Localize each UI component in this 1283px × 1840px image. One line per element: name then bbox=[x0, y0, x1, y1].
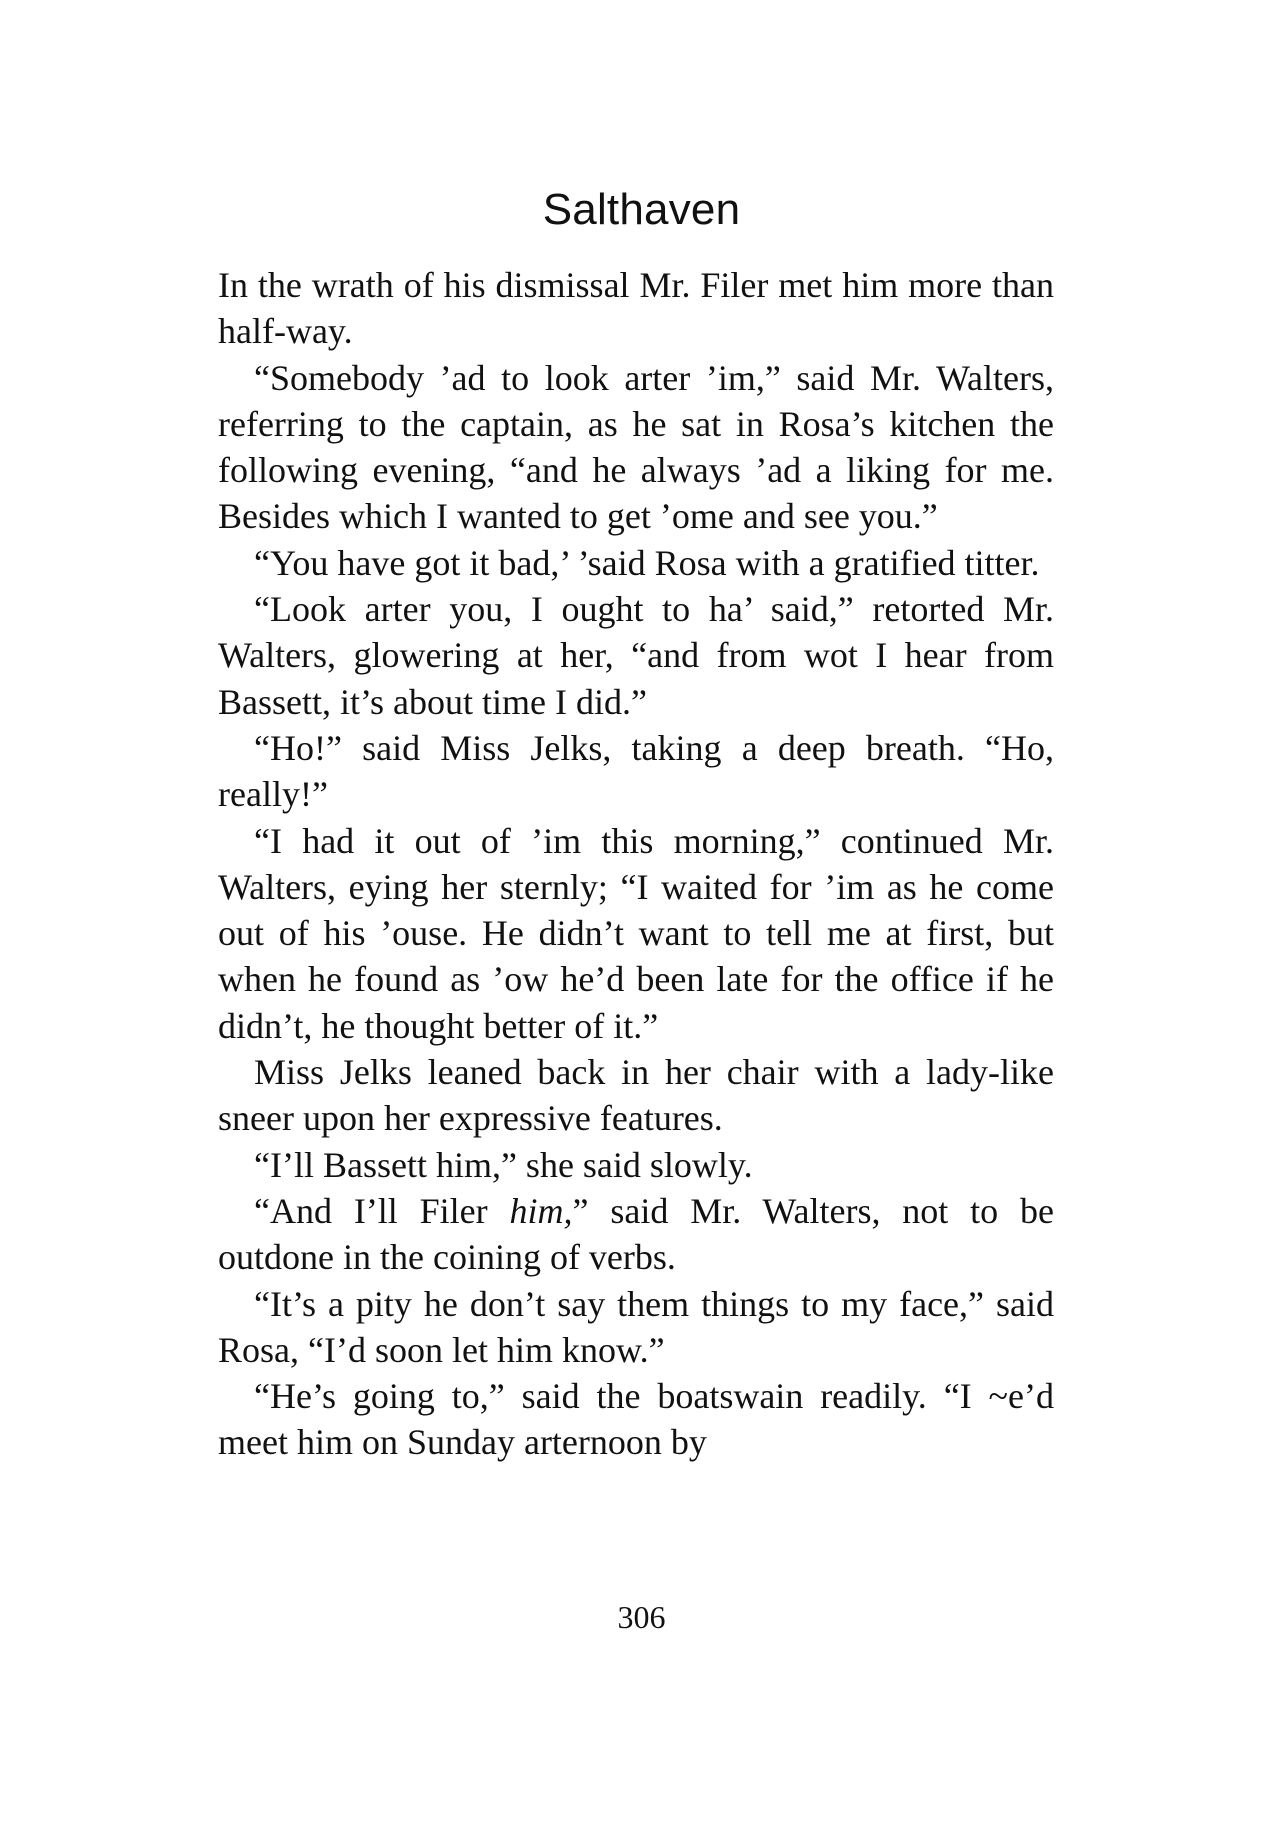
paragraph: “Look arter you, I ought to ha’ said,” retorted Mr. Walters, glowering at her, “and from wot I hear from Bassett, it’s about time I did.” bbox=[218, 589, 1054, 722]
page-number: 306 bbox=[617, 1599, 666, 1635]
paragraph-text: “And I’ll Filer bbox=[254, 1190, 510, 1231]
running-head: Salthaven bbox=[542, 185, 741, 234]
paragraph: “I had it out of ’im this morning,” continued Mr. Walters, eying her sternly; “I waited for ’im as he come out of his ’ouse. He didn’t want to tell me at first, but when he found as ’ow he’d been late for the office if he didn’t, he thought better of it.” bbox=[218, 820, 1054, 1046]
paragraph: “Ho!” said Miss Jelks, taking a deep breath. “Ho, really!” bbox=[218, 727, 1054, 815]
paragraph: In the wrath of his dismissal Mr. Filer met him more than half-way. bbox=[218, 265, 1054, 352]
paragraph: “He’s going to,” said the boatswain readily. “I ~e’d meet him on Sunday arternoon by bbox=[218, 1376, 1054, 1463]
paragraph bbox=[218, 1188, 1054, 1281]
paragraph: “It’s a pity he don’t say them things to my face,” said Rosa, “I’d soon let him know.” bbox=[218, 1283, 1054, 1370]
body-text bbox=[218, 262, 1054, 1466]
paragraph-text: ” said Mr. Walters, not to be outdone in the coining of verbs. bbox=[218, 1190, 1054, 1278]
italic-emphasis: him, bbox=[509, 1190, 573, 1231]
paragraph: Miss Jelks leaned back in her chair with a lady-like sneer upon her expressive features. bbox=[218, 1052, 1054, 1139]
paragraph: “You have got it bad,’ ’said Rosa with a gratified titter. bbox=[254, 542, 1040, 583]
paragraph: “I’ll Bassett him,” she said slowly. bbox=[254, 1144, 753, 1185]
paragraph: “Somebody ’ad to look arter ’im,” said Mr. Walters, referring to the captain, as he sat in Rosa’s kitchen the following evening, “and he always ’ad a liking for me. Besides which I wanted to get ’ome and see you.” bbox=[218, 357, 1054, 537]
